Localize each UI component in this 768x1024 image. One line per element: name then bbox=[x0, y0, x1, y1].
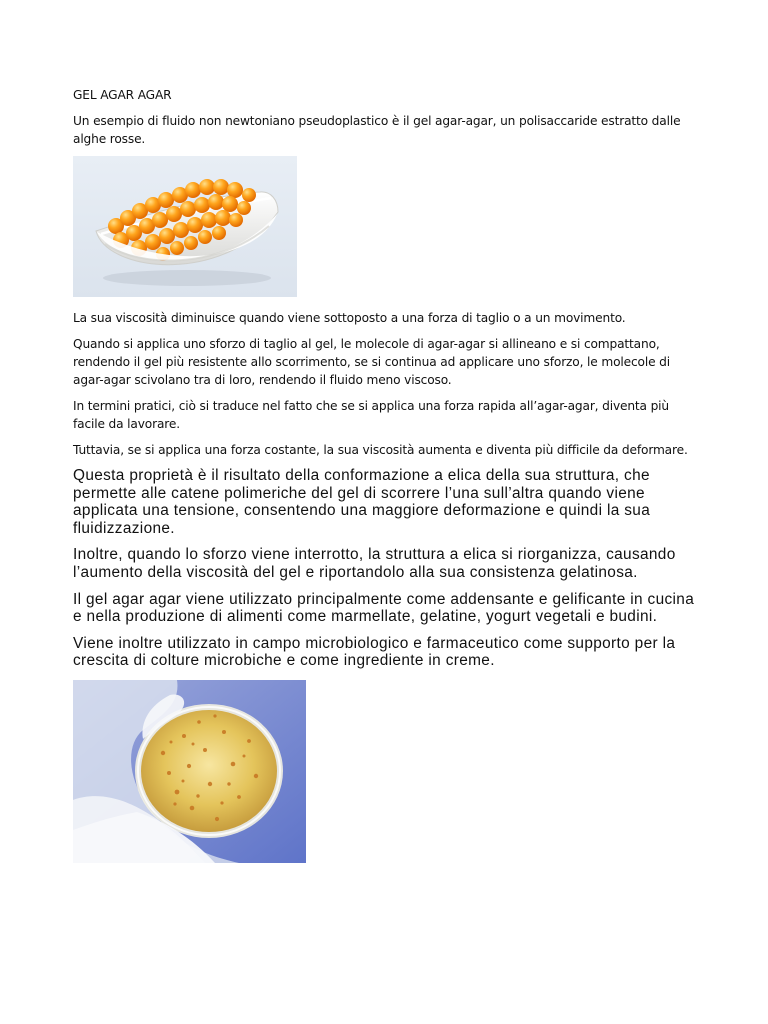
viscosity-paragraph: La sua viscosità diminuisce quando viene sottoposto a una forza di taglio o a un movimento. bbox=[73, 311, 626, 325]
intro-paragraph: Un esempio di fluido non newtoniano pseudoplastico è il gel agar-agar, un polisaccaride estratto dalle alghe rosse. bbox=[73, 114, 681, 146]
document-page bbox=[73, 86, 695, 875]
helix-paragraph: Questa proprietà è il risultato della conformazione a elica della sua struttura, che permette alle catene polimeriche del gel di scorrere l’una sull’altra quando viene applicata una tensione, consentendo una maggiore deformazione e quindi la sua fluidizzazione. bbox=[73, 467, 651, 537]
shear-paragraph: Quando si applica uno sforzo di taglio al gel, le molecole di agar-agar si allineano e si compattano, rendendo il gel più resistente allo scorrimento, se si continua ad applicare uno sforzo, le molecole di agar-agar scivolano tra di loro, rendendo il fluido meno viscoso. bbox=[73, 337, 670, 387]
practical-paragraph: In termini pratici, ciò si traduce nel fatto che se si applica una forza rapida all’agar-agar, diventa più facile da lavorare. bbox=[73, 399, 669, 431]
reorganization-paragraph: Inoltre, quando lo sforzo viene interrotto, la struttura a elica si riorganizza, causando l’aumento della viscosità del gel e riportandolo alla sua consistenza gelatinosa. bbox=[73, 546, 676, 581]
petri-dish-culture-photo bbox=[73, 680, 306, 863]
constant-force-paragraph: Tuttavia, se si applica una forza costante, la sua viscosità aumenta e diventa più difficile da deformare. bbox=[73, 443, 688, 457]
agar-pearls-bowl-photo bbox=[73, 156, 297, 297]
document-title: GEL AGAR AGAR bbox=[73, 88, 172, 102]
uses-cooking-paragraph: Il gel agar agar viene utilizzato principalmente come addensante e gelificante in cucina e nella produzione di alimenti come marmellate, gelatine, yogurt vegetali e budini. bbox=[73, 590, 695, 626]
agar-pearls-image bbox=[73, 156, 297, 297]
petri-dish-image bbox=[73, 680, 306, 863]
uses-microbiology-paragraph: Viene inoltre utilizzato in campo microbiologico e farmaceutico come supporto per la crescita di colture microbiche e come ingrediente in creme. bbox=[73, 634, 676, 670]
